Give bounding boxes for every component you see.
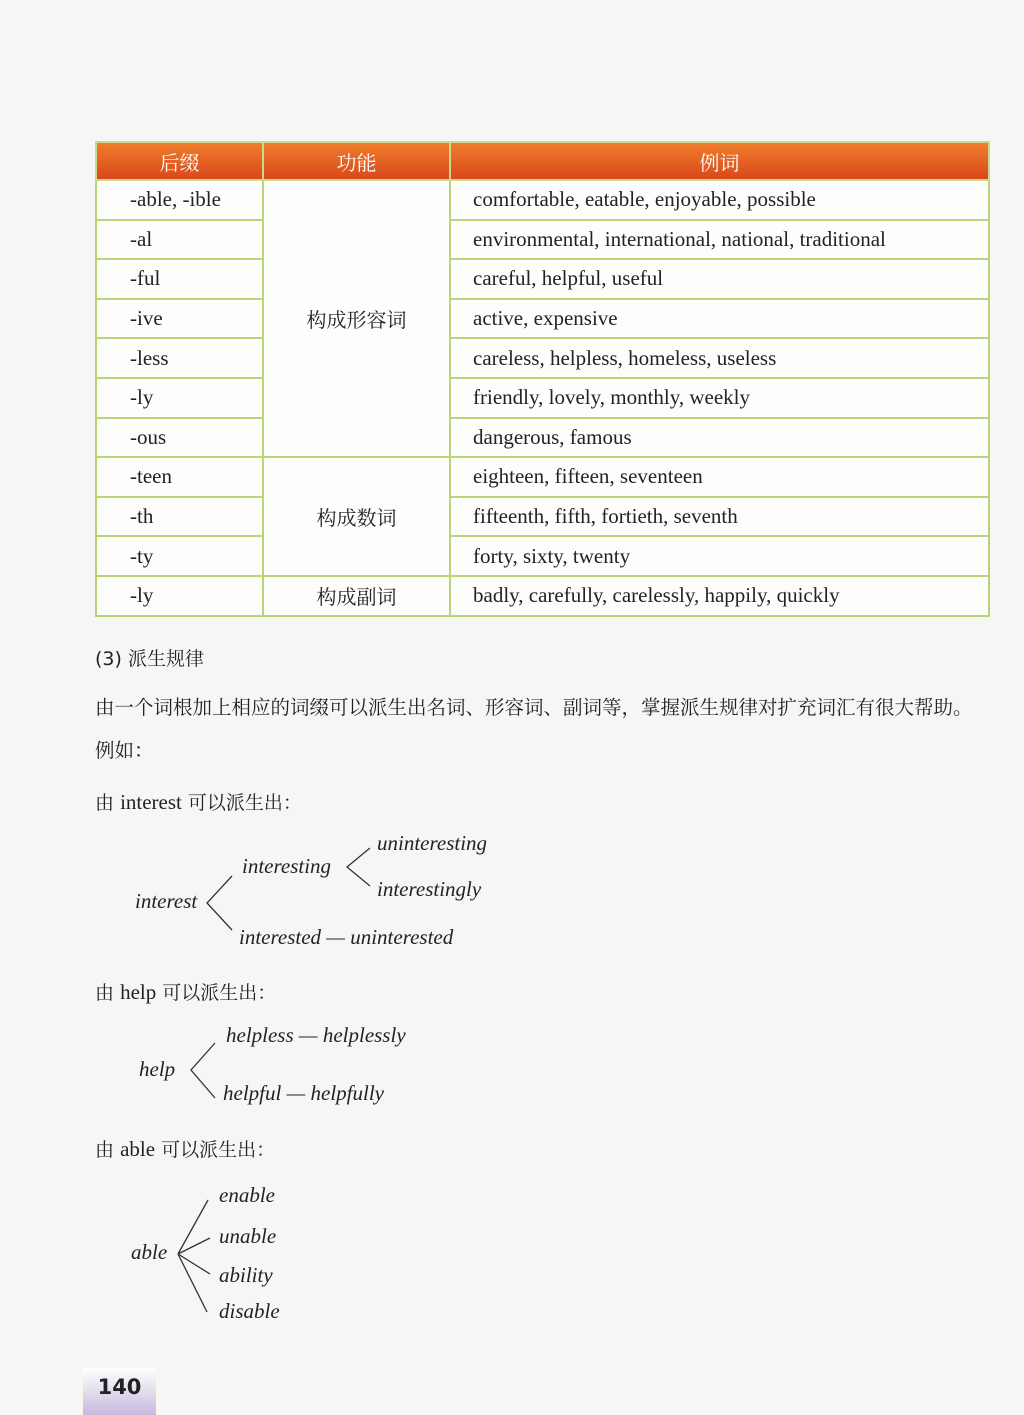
interesting-branch: interesting — [242, 854, 332, 878]
suffix-cell: -teen — [96, 457, 263, 497]
interest-root: interest — [135, 889, 198, 913]
interest-bracket — [207, 876, 232, 930]
table-header-row — [96, 142, 989, 180]
helpful-branch: helpful — helpfully — [223, 1081, 384, 1105]
examples-cell: badly, carefully, carelessly, happily, quickly — [450, 576, 989, 616]
enable-leaf: enable — [219, 1183, 275, 1207]
function-cell: 构成副词 — [263, 576, 450, 616]
helpless-branch: helpless — helplessly — [226, 1023, 406, 1047]
table-row — [96, 576, 989, 616]
suffix-cell: -ly — [96, 576, 263, 616]
interest-tree — [135, 831, 487, 949]
uninteresting-leaf: uninteresting — [377, 831, 488, 855]
unable-leaf: unable — [219, 1224, 277, 1248]
table-row — [96, 180, 989, 220]
section-title: (3) 派生规律 — [95, 648, 204, 670]
examples-cell: careful, helpful, useful — [450, 259, 989, 299]
function-cell: 构成数词 — [263, 457, 450, 576]
header-examples: 例词 — [450, 142, 989, 180]
help-root: help — [139, 1057, 176, 1081]
able-label: 由 able 可以派生出： — [95, 1137, 276, 1161]
suffix-cell: -less — [96, 338, 263, 378]
suffix-cell: -al — [96, 220, 263, 260]
help-tree — [139, 1023, 406, 1105]
help-bracket — [191, 1043, 215, 1098]
table-row — [96, 378, 989, 418]
suffix-table — [95, 141, 990, 617]
able-root: able — [131, 1240, 168, 1264]
examples-cell: forty, sixty, twenty — [450, 536, 989, 576]
ability-leaf: ability — [219, 1263, 273, 1287]
table-row — [96, 220, 989, 260]
table-row — [96, 418, 989, 458]
function-cell: 构成形容词 — [263, 180, 450, 457]
interesting-bracket — [347, 848, 370, 886]
examples-cell: comfortable, eatable, enjoyable, possible — [450, 180, 989, 220]
interest-label: 由 interest 可以派生出： — [95, 790, 302, 814]
suffix-cell: -ty — [96, 536, 263, 576]
examples-cell: friendly, lovely, monthly, weekly — [450, 378, 989, 418]
interested-branch: interested — uninterested — [239, 925, 454, 949]
examples-cell: environmental, international, national, traditional — [450, 220, 989, 260]
examples-cell: fifteenth, fifth, fortieth, seventh — [450, 497, 989, 537]
suffix-cell: -ous — [96, 418, 263, 458]
help-label: 由 help 可以派生出： — [95, 980, 277, 1004]
table-row — [96, 338, 989, 378]
suffix-cell: -able, -ible — [96, 180, 263, 220]
examples-cell: dangerous, famous — [450, 418, 989, 458]
table-row — [96, 259, 989, 299]
suffix-cell: -ly — [96, 378, 263, 418]
examples-cell: careless, helpless, homeless, useless — [450, 338, 989, 378]
header-suffix: 后缀 — [96, 142, 263, 180]
able-tree — [131, 1183, 280, 1323]
table-row — [96, 299, 989, 339]
examples-cell: eighteen, fifteen, seventeen — [450, 457, 989, 497]
table-row — [96, 497, 989, 537]
section-paragraph: 由一个词根加上相应的词缀可以派生出名词、形容词、副词等，掌握派生规律对扩充词汇有很大帮助。例如： — [95, 696, 973, 762]
able-branches — [178, 1200, 210, 1312]
examples-cell: active, expensive — [450, 299, 989, 339]
interestingly-leaf: interestingly — [377, 877, 482, 901]
suffix-cell: -th — [96, 497, 263, 537]
suffix-cell: -ful — [96, 259, 263, 299]
disable-leaf: disable — [219, 1299, 280, 1323]
header-function: 功能 — [263, 142, 450, 180]
table-row — [96, 536, 989, 576]
suffix-cell: -ive — [96, 299, 263, 339]
table-row — [96, 457, 989, 497]
page-number: 140 — [83, 1368, 156, 1415]
